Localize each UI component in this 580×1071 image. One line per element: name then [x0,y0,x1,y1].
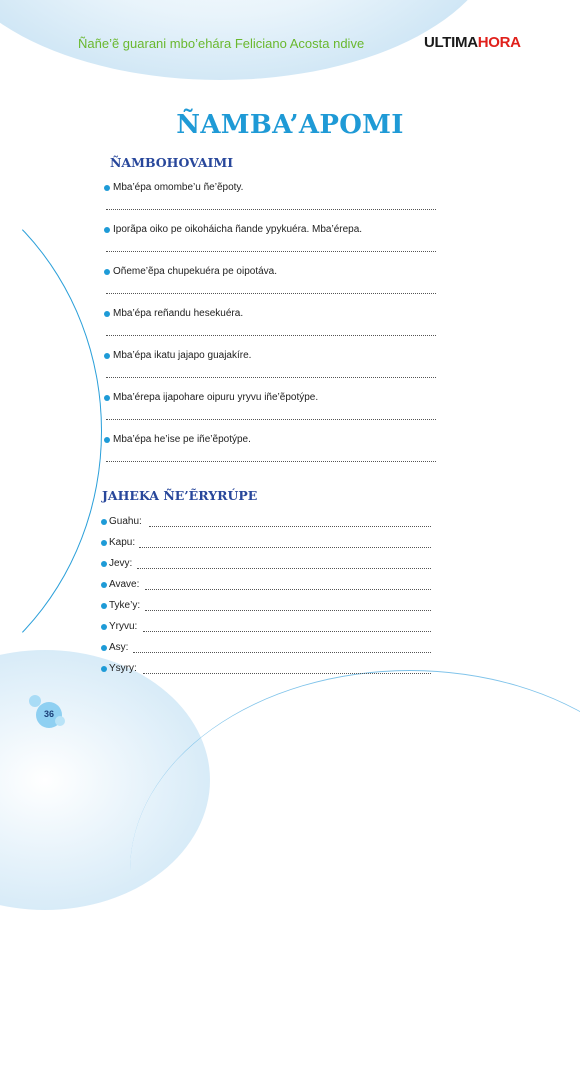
answer-line[interactable] [133,652,431,653]
answer-line[interactable] [106,419,436,420]
question-item [104,266,436,308]
answer-line[interactable] [106,251,436,252]
question-item [104,350,436,392]
question-text: Mba’épa omombe’u ñe’ẽpoty. [113,182,244,193]
word-label: Guahu: [109,516,142,527]
word-item [101,621,431,642]
bullet-icon [104,269,110,275]
question-text: Mba’érepa ijapohare oipuru yryvu iñe’ẽpotýpe. [113,392,319,403]
bullet-icon [101,582,107,588]
bullet-icon [104,353,110,359]
word-item [101,579,431,600]
question-list [104,182,436,476]
answer-line[interactable] [145,589,431,590]
word-list [101,516,431,684]
word-label: Avave: [109,579,140,590]
answer-line[interactable] [137,568,431,569]
page-number: 36 [43,709,54,719]
bullet-icon [101,624,107,630]
answer-line[interactable] [106,335,436,336]
question-item [104,434,436,476]
question-item [104,392,436,434]
answer-line[interactable] [106,293,436,294]
section-heading-questions: ÑAMBOHOVAIMI [110,155,234,170]
question-text: Mba’épa ikatu jajapo guajakíre. [113,350,252,361]
answer-line[interactable] [149,526,431,527]
word-label: Yryvu: [109,621,138,632]
answer-line[interactable] [143,631,431,632]
bullet-icon [101,666,107,672]
bullet-icon [104,227,110,233]
bullet-icon [101,540,107,546]
page-title: ÑAMBA’APOMI [176,110,404,140]
answer-line[interactable] [106,461,436,462]
bullet-icon [101,645,107,651]
word-item [101,537,431,558]
answer-line[interactable] [143,673,431,674]
question-text: Iporãpa oiko pe oikoháicha ñande ypykuéra. Mba’érepa. [113,224,363,235]
word-label: Kapu: [109,537,136,548]
word-label: Ysyry: [109,663,137,674]
bullet-icon [104,311,110,317]
question-item [104,182,436,224]
brand-logo [424,34,521,51]
word-item [101,663,431,684]
answer-line[interactable] [106,377,436,378]
section-heading-words: JAHEKA ÑE’ẼRYRÚPE [102,488,258,503]
bullet-icon [104,437,110,443]
bullet-icon [101,519,107,525]
bullet-icon [101,561,107,567]
bullet-icon [104,185,110,191]
word-item [101,558,431,579]
word-item [101,600,431,621]
brand-logo-part1: ULTIMA [424,34,478,51]
question-text: Oñeme’ẽpa chupekuéra pe oipotáva. [113,266,278,277]
bullet-icon [104,395,110,401]
question-item [104,308,436,350]
question-text: Mba’épa he’ise pe iñe’ẽpotýpe. [113,434,251,445]
decorative-left-arc [0,150,102,712]
word-label: Asy: [109,642,129,653]
answer-line[interactable] [139,547,431,548]
word-label: Jevy: [109,558,133,569]
word-label: Tyke’y: [109,600,141,611]
bullet-icon [101,603,107,609]
answer-line[interactable] [145,610,431,611]
answer-line[interactable] [106,209,436,210]
question-item [104,224,436,266]
brand-logo-part2: HORA [477,34,521,51]
word-item [101,516,431,537]
header-subtitle: Ñañe’ẽ guarani mbo’ehára Feliciano Acosta ndive [78,36,365,51]
question-text: Mba’épa reñandu hesekuéra. [113,308,244,319]
word-item [101,642,431,663]
